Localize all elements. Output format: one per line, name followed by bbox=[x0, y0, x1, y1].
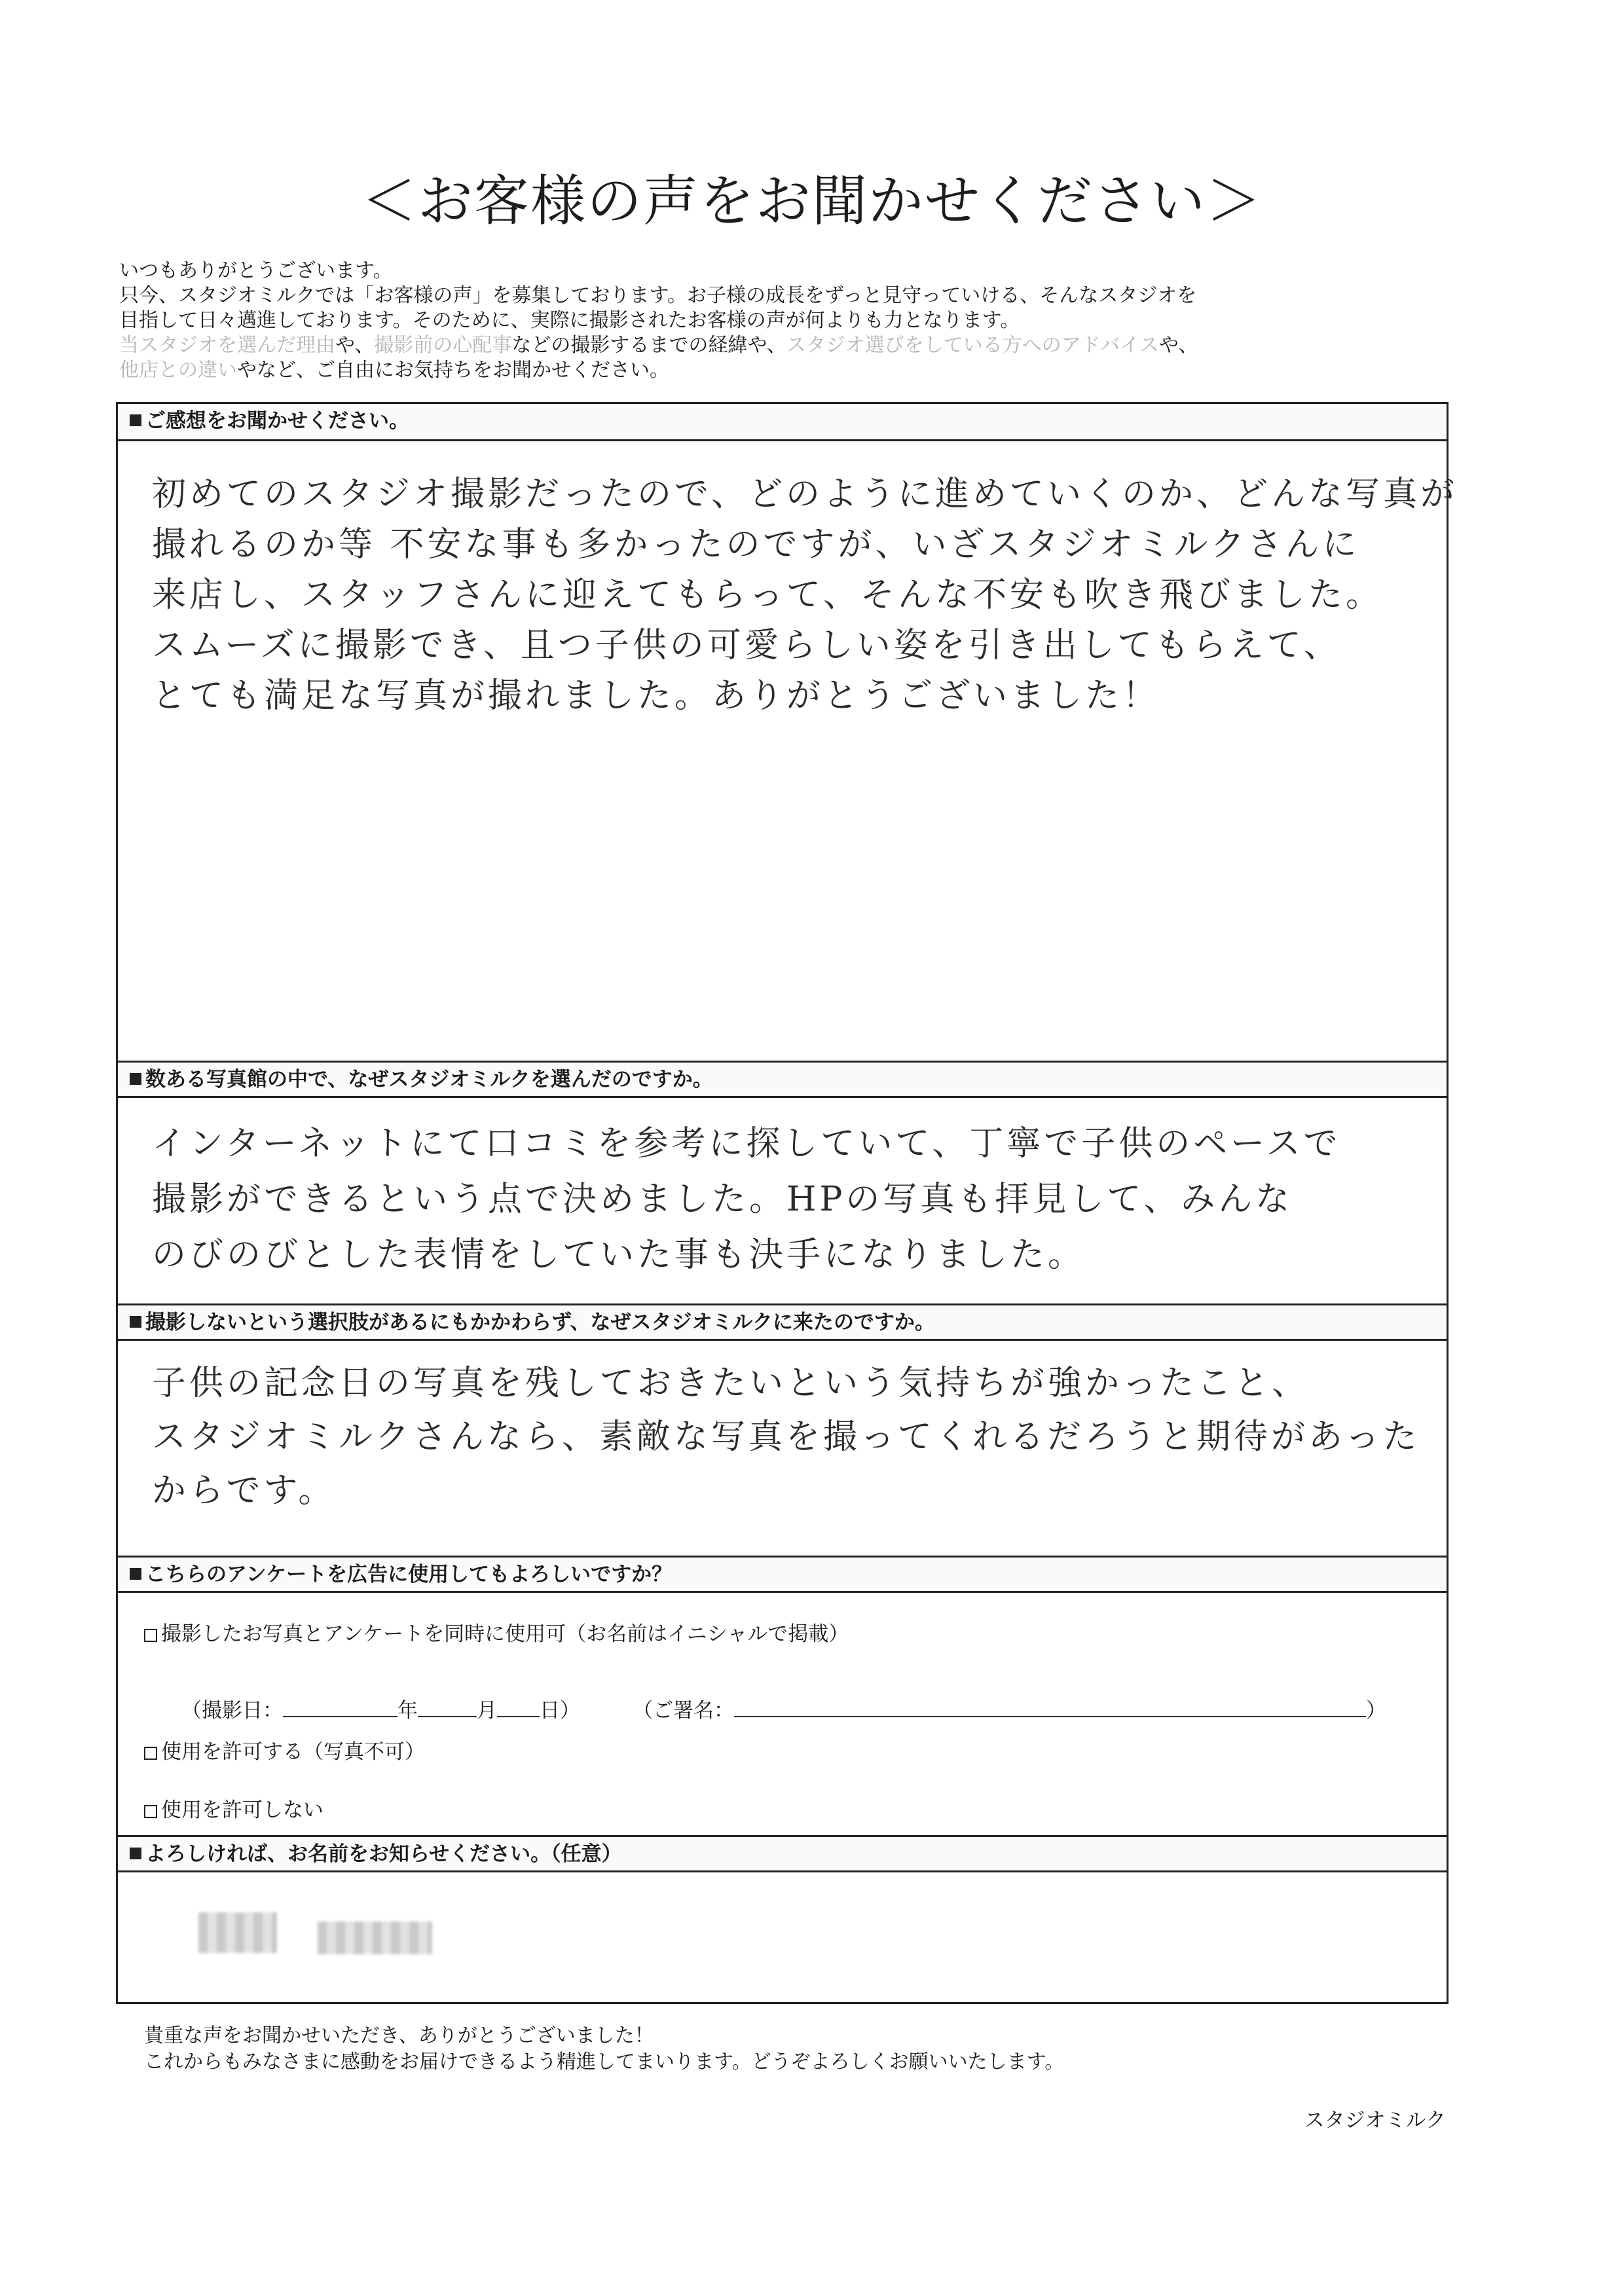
intro-line: 目指して日々邁進しております。そのために、実際に撮影されたお客様の声が何よりも力となります。 bbox=[119, 309, 1020, 332]
section-header-impressions: ご感想をお聞かせください。 bbox=[118, 404, 1447, 441]
handwritten-line: とても満足な写真が撮れました。ありがとうございました！ bbox=[152, 676, 1160, 716]
option-use-with-photo[interactable]: 撮影したお写真とアンケートを同時に使用可（お名前はイニシャルで掲載） bbox=[144, 1617, 849, 1647]
intro-line bbox=[119, 333, 1521, 358]
day-field[interactable] bbox=[497, 1699, 540, 1717]
handwritten-line: インターネットにて口コミを参考に探していて、丁寧で子供のペースで bbox=[152, 1124, 1341, 1163]
intro-highlight: 当スタジオを選んだ理由 bbox=[119, 334, 335, 357]
handwritten-line: 撮れるのか等 不安な事も多かったのですが、いざスタジオミルクさんに bbox=[152, 525, 1360, 564]
section-header-why-come: 撮影しないという選択肢があるにもかかわらず、なぜスタジオミルクに来たのですか。 bbox=[118, 1303, 1447, 1341]
handwritten-line: スタジオミルクさんなら、素敵な写真を撮ってくれるだろうと期待があった bbox=[152, 1417, 1420, 1457]
intro-text-part: などの撮影するまでの経緯や、 bbox=[511, 334, 786, 357]
square-bullet-icon bbox=[130, 1848, 141, 1859]
square-bullet-icon bbox=[130, 1073, 141, 1085]
section-header-name: よろしければ、お名前をお知らせください。（任意） bbox=[118, 1835, 1447, 1872]
signature-close: ） bbox=[1366, 1699, 1386, 1722]
handwritten-line: からです。 bbox=[152, 1471, 336, 1510]
intro-highlight: 他店との違い bbox=[119, 359, 237, 382]
intro-line bbox=[119, 358, 1521, 383]
intro-text-part: や、 bbox=[335, 334, 375, 357]
handwritten-line: のびのびとした表情をしていた事も決手になりました。 bbox=[152, 1235, 1086, 1275]
page-title: ＜お客様の声をお聞かせください＞ bbox=[361, 169, 1263, 233]
intro-highlight: 撮影前の心配事 bbox=[374, 334, 512, 357]
intro-highlight: スタジオ選びをしている方へのアドバイス bbox=[786, 334, 1159, 357]
studio-signature: スタジオミルク bbox=[1304, 2109, 1446, 2132]
month-label: 月 bbox=[477, 1699, 497, 1722]
footer-line: これからもみなさまに感動をお届けできるよう精進してまいります。どうぞよろしくお願いいたします。 bbox=[144, 2050, 1065, 2073]
handwritten-line: スムーズに撮影でき、且つ子供の可愛らしい姿を引き出してもらえて、 bbox=[152, 626, 1341, 665]
checkbox[interactable] bbox=[144, 1629, 157, 1642]
footer-message bbox=[144, 2023, 1064, 2075]
handwritten-impressions[interactable] bbox=[152, 469, 1458, 721]
blurred-given-name bbox=[318, 1922, 432, 1954]
month-field[interactable] bbox=[418, 1699, 477, 1717]
intro-line: いつもありがとうございます。 bbox=[119, 259, 393, 282]
signature-field[interactable] bbox=[734, 1699, 1366, 1717]
handwritten-line: 撮影ができるという点で決めました。HPの写真も拝見して、みんな bbox=[152, 1180, 1293, 1219]
footer-line: 貴重な声をお聞かせいただき、ありがとうございました！ bbox=[144, 2024, 654, 2047]
intro-text bbox=[119, 259, 1521, 383]
blurred-surname bbox=[198, 1912, 277, 1953]
day-label: 日） bbox=[540, 1699, 580, 1722]
checkbox[interactable] bbox=[144, 1805, 157, 1818]
square-bullet-icon bbox=[130, 1568, 141, 1580]
intro-line: 只今、スタジオミルクでは「お客様の声」を募集しております。お子様の成長をずっと見守っていける、そんなスタジオを bbox=[119, 284, 1197, 307]
handwritten-line: 初めてのスタジオ撮影だったので、どのように進めていくのか、どんな写真が bbox=[152, 475, 1458, 514]
intro-text-part: など、ご自由にお気持ちをお聞かせください。 bbox=[257, 359, 669, 382]
square-bullet-icon bbox=[130, 414, 141, 426]
checkbox[interactable] bbox=[144, 1747, 157, 1760]
option-use-without-photo[interactable]: 使用を許可する（写真不可） bbox=[144, 1735, 425, 1764]
intro-text-part: や bbox=[237, 359, 257, 382]
signature-label: （ご署名： bbox=[633, 1699, 734, 1722]
year-label: 年 bbox=[397, 1699, 418, 1722]
date-signature-line bbox=[181, 1694, 1386, 1723]
survey-form bbox=[116, 402, 1458, 2004]
square-bullet-icon bbox=[130, 1316, 141, 1328]
section-header-ad-usage: こちらのアンケートを広告に使用してもよろしいですか？ bbox=[118, 1556, 1447, 1593]
section-header-why-chosen: 数ある写真館の中で、なぜスタジオミルクを選んだのですか。 bbox=[118, 1061, 1447, 1098]
handwritten-why-chosen[interactable] bbox=[152, 1116, 1433, 1283]
handwritten-line: 来店し、スタッフさんに迎えてもらって、そんな不安も吹き飛びました。 bbox=[152, 575, 1383, 615]
intro-text-part: や、 bbox=[1158, 334, 1198, 357]
handwritten-line: 子供の記念日の写真を残しておきたいという気持ちが強かったこと、 bbox=[152, 1364, 1310, 1403]
year-field[interactable] bbox=[283, 1699, 397, 1717]
handwritten-why-come[interactable] bbox=[152, 1357, 1433, 1518]
option-do-not-use[interactable]: 使用を許可しない bbox=[144, 1793, 323, 1823]
date-label: （撮影日： bbox=[181, 1699, 283, 1722]
